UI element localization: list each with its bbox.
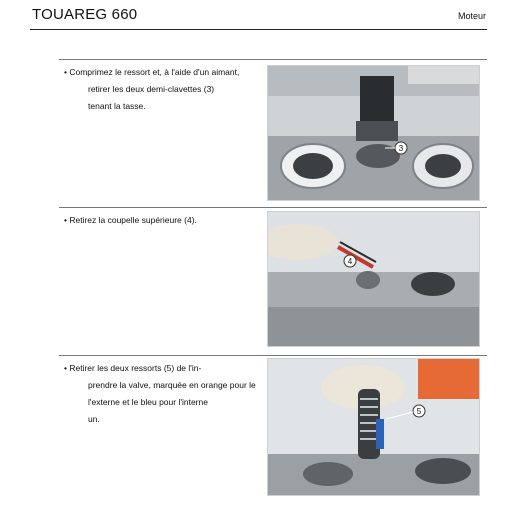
step-2-text: [64, 212, 256, 229]
divider-1: [59, 59, 487, 60]
step-1-line-3: tenant la tasse.: [88, 101, 146, 111]
step-1-photo: [267, 65, 480, 201]
step-3-photo: [267, 358, 480, 496]
step-3-line-3: l'externe et le bleu pour l'interne: [88, 397, 208, 407]
callout-5-label: 5: [416, 407, 422, 416]
step-2-photo: [267, 211, 480, 347]
step-1-line-2: retirer les deux demi-clavettes (3): [88, 84, 215, 94]
header-title: TOUAREG 660: [32, 6, 138, 23]
divider-3: [59, 355, 487, 356]
step-3-line-4: un.: [88, 414, 100, 424]
step-3-text: [64, 360, 256, 428]
header-rule: [30, 29, 487, 30]
callout-3-label: 3: [398, 144, 404, 153]
step-1-text: [64, 64, 256, 115]
step-3-line-1: • Retirer les deux ressorts (5) de l'in-: [64, 363, 202, 373]
header-section: Moteur: [457, 11, 486, 21]
divider-2: [59, 207, 487, 208]
callout-4-label: 4: [347, 257, 353, 266]
step-1-line-1: • Comprimez le ressort et, à l'aide d'un aimant,: [64, 67, 240, 77]
step-3-line-2: prendre la valve, marquée en orange pour le: [88, 380, 256, 390]
step-2-line-1: • Retirez la coupelle supérieure (4).: [64, 215, 197, 225]
